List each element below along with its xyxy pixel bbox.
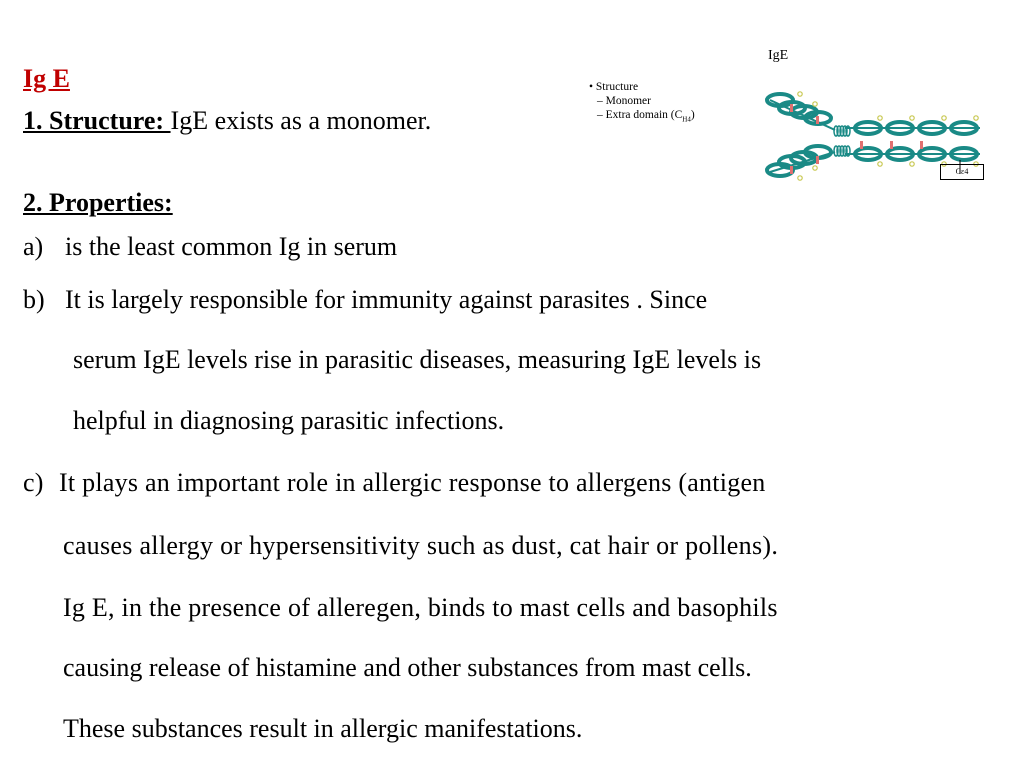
carbohydrate-dot <box>798 176 802 180</box>
carbohydrate-dot <box>910 162 914 166</box>
carbohydrate-dot <box>942 116 946 120</box>
property-c-line-3: Ig E, in the presence of alleregen, binds to mast cells and basophils <box>63 593 778 622</box>
carbohydrate-dot <box>878 162 882 166</box>
property-c-marker: c) <box>23 468 44 497</box>
carbohydrate-dot <box>813 166 817 170</box>
property-a-text: is the least common Ig in serum <box>65 232 398 261</box>
carbohydrate-dot <box>910 116 914 120</box>
property-c-line-1: c) It plays an important role in allergic response to allergens (antigen <box>23 468 766 497</box>
figure-item-structure: • Structure <box>589 81 639 93</box>
disulfide-bond <box>790 104 793 112</box>
disulfide-bond <box>816 156 819 164</box>
property-c-line-2: causes allergy or hypersensitivity such as dust, cat hair or pollens). <box>63 531 779 560</box>
disulfide-bond <box>816 116 819 124</box>
property-a <box>23 232 397 262</box>
disulfide-bond <box>920 141 923 149</box>
disulfide-bond <box>890 141 893 149</box>
property-b-marker: b) <box>23 285 45 314</box>
carbohydrate-dot <box>798 92 802 96</box>
figure-legend <box>589 80 695 126</box>
properties-heading: 2. Properties: <box>23 188 173 217</box>
carbohydrate-dot <box>974 116 978 120</box>
structure-text: IgE exists as a monomer. <box>170 106 432 135</box>
property-b-line-2: serum IgE levels rise in parasitic diseases, measuring IgE levels is <box>73 345 762 374</box>
property-c-line-4: causing release of histamine and other substances from mast cells. <box>63 653 752 682</box>
structure-label: 1. Structure: <box>23 106 171 135</box>
figure-item-extra-domain: – Extra domain $(C_{H4})$ <box>597 109 695 124</box>
property-b-line-1: b) It is largely responsible for immunity against parasites . Since <box>23 285 708 314</box>
figure-item-monomer: – Monomer <box>597 95 651 107</box>
carbohydrate-dot <box>813 102 817 106</box>
property-a-marker: a) <box>23 232 44 261</box>
slide-title: Ig E <box>23 64 70 93</box>
disulfide-bond <box>790 166 793 174</box>
c-epsilon-4-label: Cε4 <box>940 164 984 180</box>
ige-structure-figure <box>585 40 1005 190</box>
disulfide-bond <box>860 141 863 149</box>
figure-title: IgE <box>768 48 789 63</box>
property-c-line-5: These substances result in allergic manifestations. <box>63 714 583 743</box>
structure-line <box>23 106 431 136</box>
property-b-line-3: helpful in diagnosing parasitic infections. <box>73 406 505 435</box>
carbohydrate-dot <box>878 116 882 120</box>
